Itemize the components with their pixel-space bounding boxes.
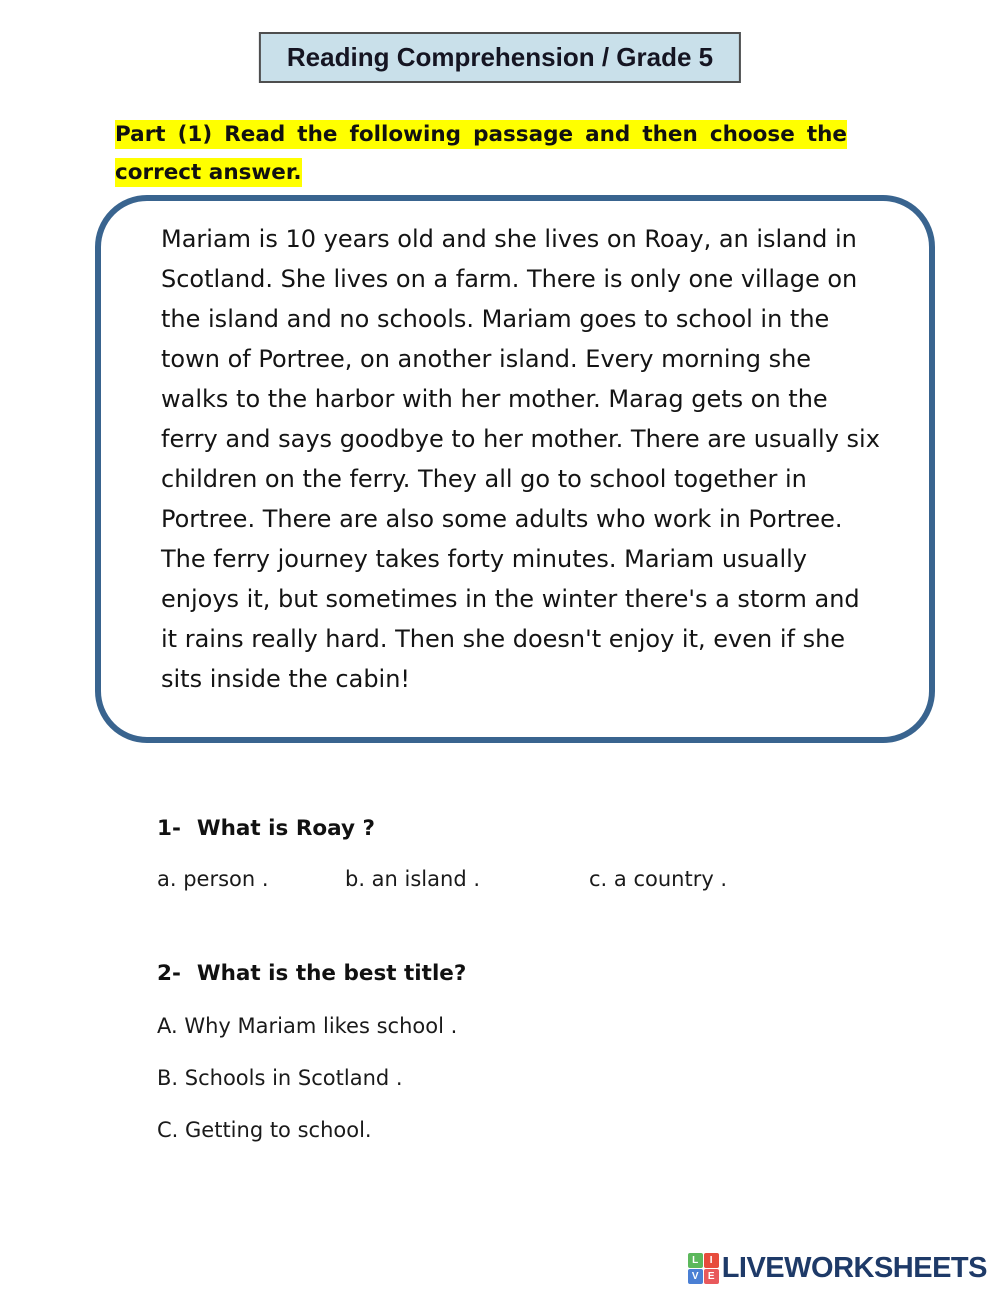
logo-letter-v: V <box>688 1269 703 1284</box>
passage-box <box>95 195 935 743</box>
questions-section <box>157 816 877 1142</box>
logo-letter-l: L <box>688 1253 703 1268</box>
question-1-number: 1- <box>157 816 181 841</box>
question-2-options <box>157 1014 877 1142</box>
passage-text: Mariam is 10 years old and she lives on Roay, an island in Scotland. She lives on a farm. There is only one village on the island and no schools. Mariam goes to school in the town of Portree, on another island. Every morning she walks to the harbor with her mother. Marag gets on the ferry and says goodbye to her mother. There are usually six children on the ferry. They all go to school together in Portree. There are also some adults who work in Portree. The ferry journey takes forty minutes. Mariam usually enjoys it, but sometimes in the winter there's a storm and it rains really hard. Then she doesn't enjoy it, even if she sits inside the cabin! <box>161 225 880 693</box>
question-2-option-c[interactable]: C. Getting to school. <box>157 1118 372 1142</box>
question-1-option-b[interactable]: b. an island . <box>345 867 481 891</box>
question-2-option-b[interactable]: B. Schools in Scotland . <box>157 1066 403 1090</box>
question-1-options <box>157 867 877 891</box>
question-2 <box>157 961 877 1142</box>
question-2-option-a[interactable]: A. Why Mariam likes school . <box>157 1014 458 1038</box>
part-instruction <box>115 116 847 193</box>
question-1-option-c[interactable]: c. a country . <box>589 867 728 891</box>
question-1 <box>157 816 877 891</box>
liveworksheets-brand-text: LIVEWORKSHEETS <box>721 1252 987 1284</box>
worksheet-title-box <box>259 32 741 83</box>
question-1-option-a[interactable]: a. person . <box>157 867 269 891</box>
question-2-number: 2- <box>157 961 181 986</box>
liveworksheets-footer[interactable] <box>688 1252 987 1285</box>
liveworksheets-logo-icon <box>688 1253 719 1284</box>
question-2-prompt: What is the best title? <box>196 961 467 986</box>
logo-letter-i: I <box>704 1253 719 1268</box>
logo-letter-e: E <box>704 1269 719 1284</box>
question-1-prompt: What is Roay ? <box>196 816 375 841</box>
question-1-heading <box>157 816 877 841</box>
question-2-heading <box>157 961 877 986</box>
part-instruction-text: Part (1) Read the following passage and then choose the correct answer. <box>115 122 847 186</box>
worksheet-title: Reading Comprehension / Grade 5 <box>286 42 714 72</box>
